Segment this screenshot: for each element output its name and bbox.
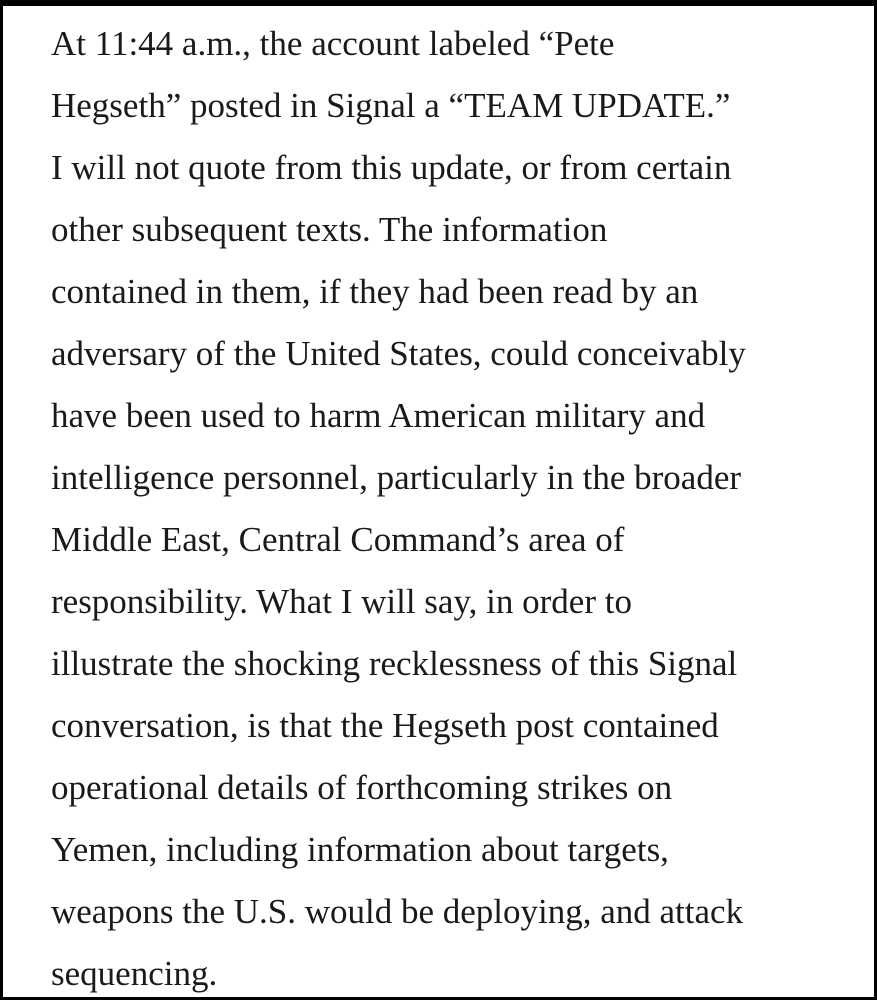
text-line: other subsequent texts. The information	[51, 210, 608, 249]
text-line: Hegseth” posted in Signal a “TEAM UPDATE.”	[51, 86, 731, 125]
text-line: sequencing.	[51, 954, 218, 993]
text-line: Yemen, including information about targets,	[51, 830, 669, 869]
text-line: weapons the U.S. would be deploying, and attack	[51, 892, 744, 931]
article-paragraph	[3, 24, 877, 1004]
text-line: I will not quote from this update, or from certain	[51, 148, 732, 187]
text-line: conversation, is that the Hegseth post contained	[51, 706, 719, 745]
text-line: operational details of forthcoming strikes on	[51, 768, 673, 807]
text-line: illustrate the shocking recklessness of this Signal	[51, 644, 738, 683]
text-line: contained in them, if they had been read by an	[51, 272, 699, 311]
text-line: Middle East, Central Command’s area of	[51, 520, 625, 559]
text-line: responsibility. What I will say, in order to	[51, 582, 632, 621]
text-line: intelligence personnel, particularly in the broader	[51, 458, 742, 497]
text-line: have been used to harm American military and	[51, 396, 706, 435]
text-line: adversary of the United States, could conceivably	[51, 334, 746, 373]
text-line: At 11:44 a.m., the account labeled “Pete	[51, 24, 615, 63]
